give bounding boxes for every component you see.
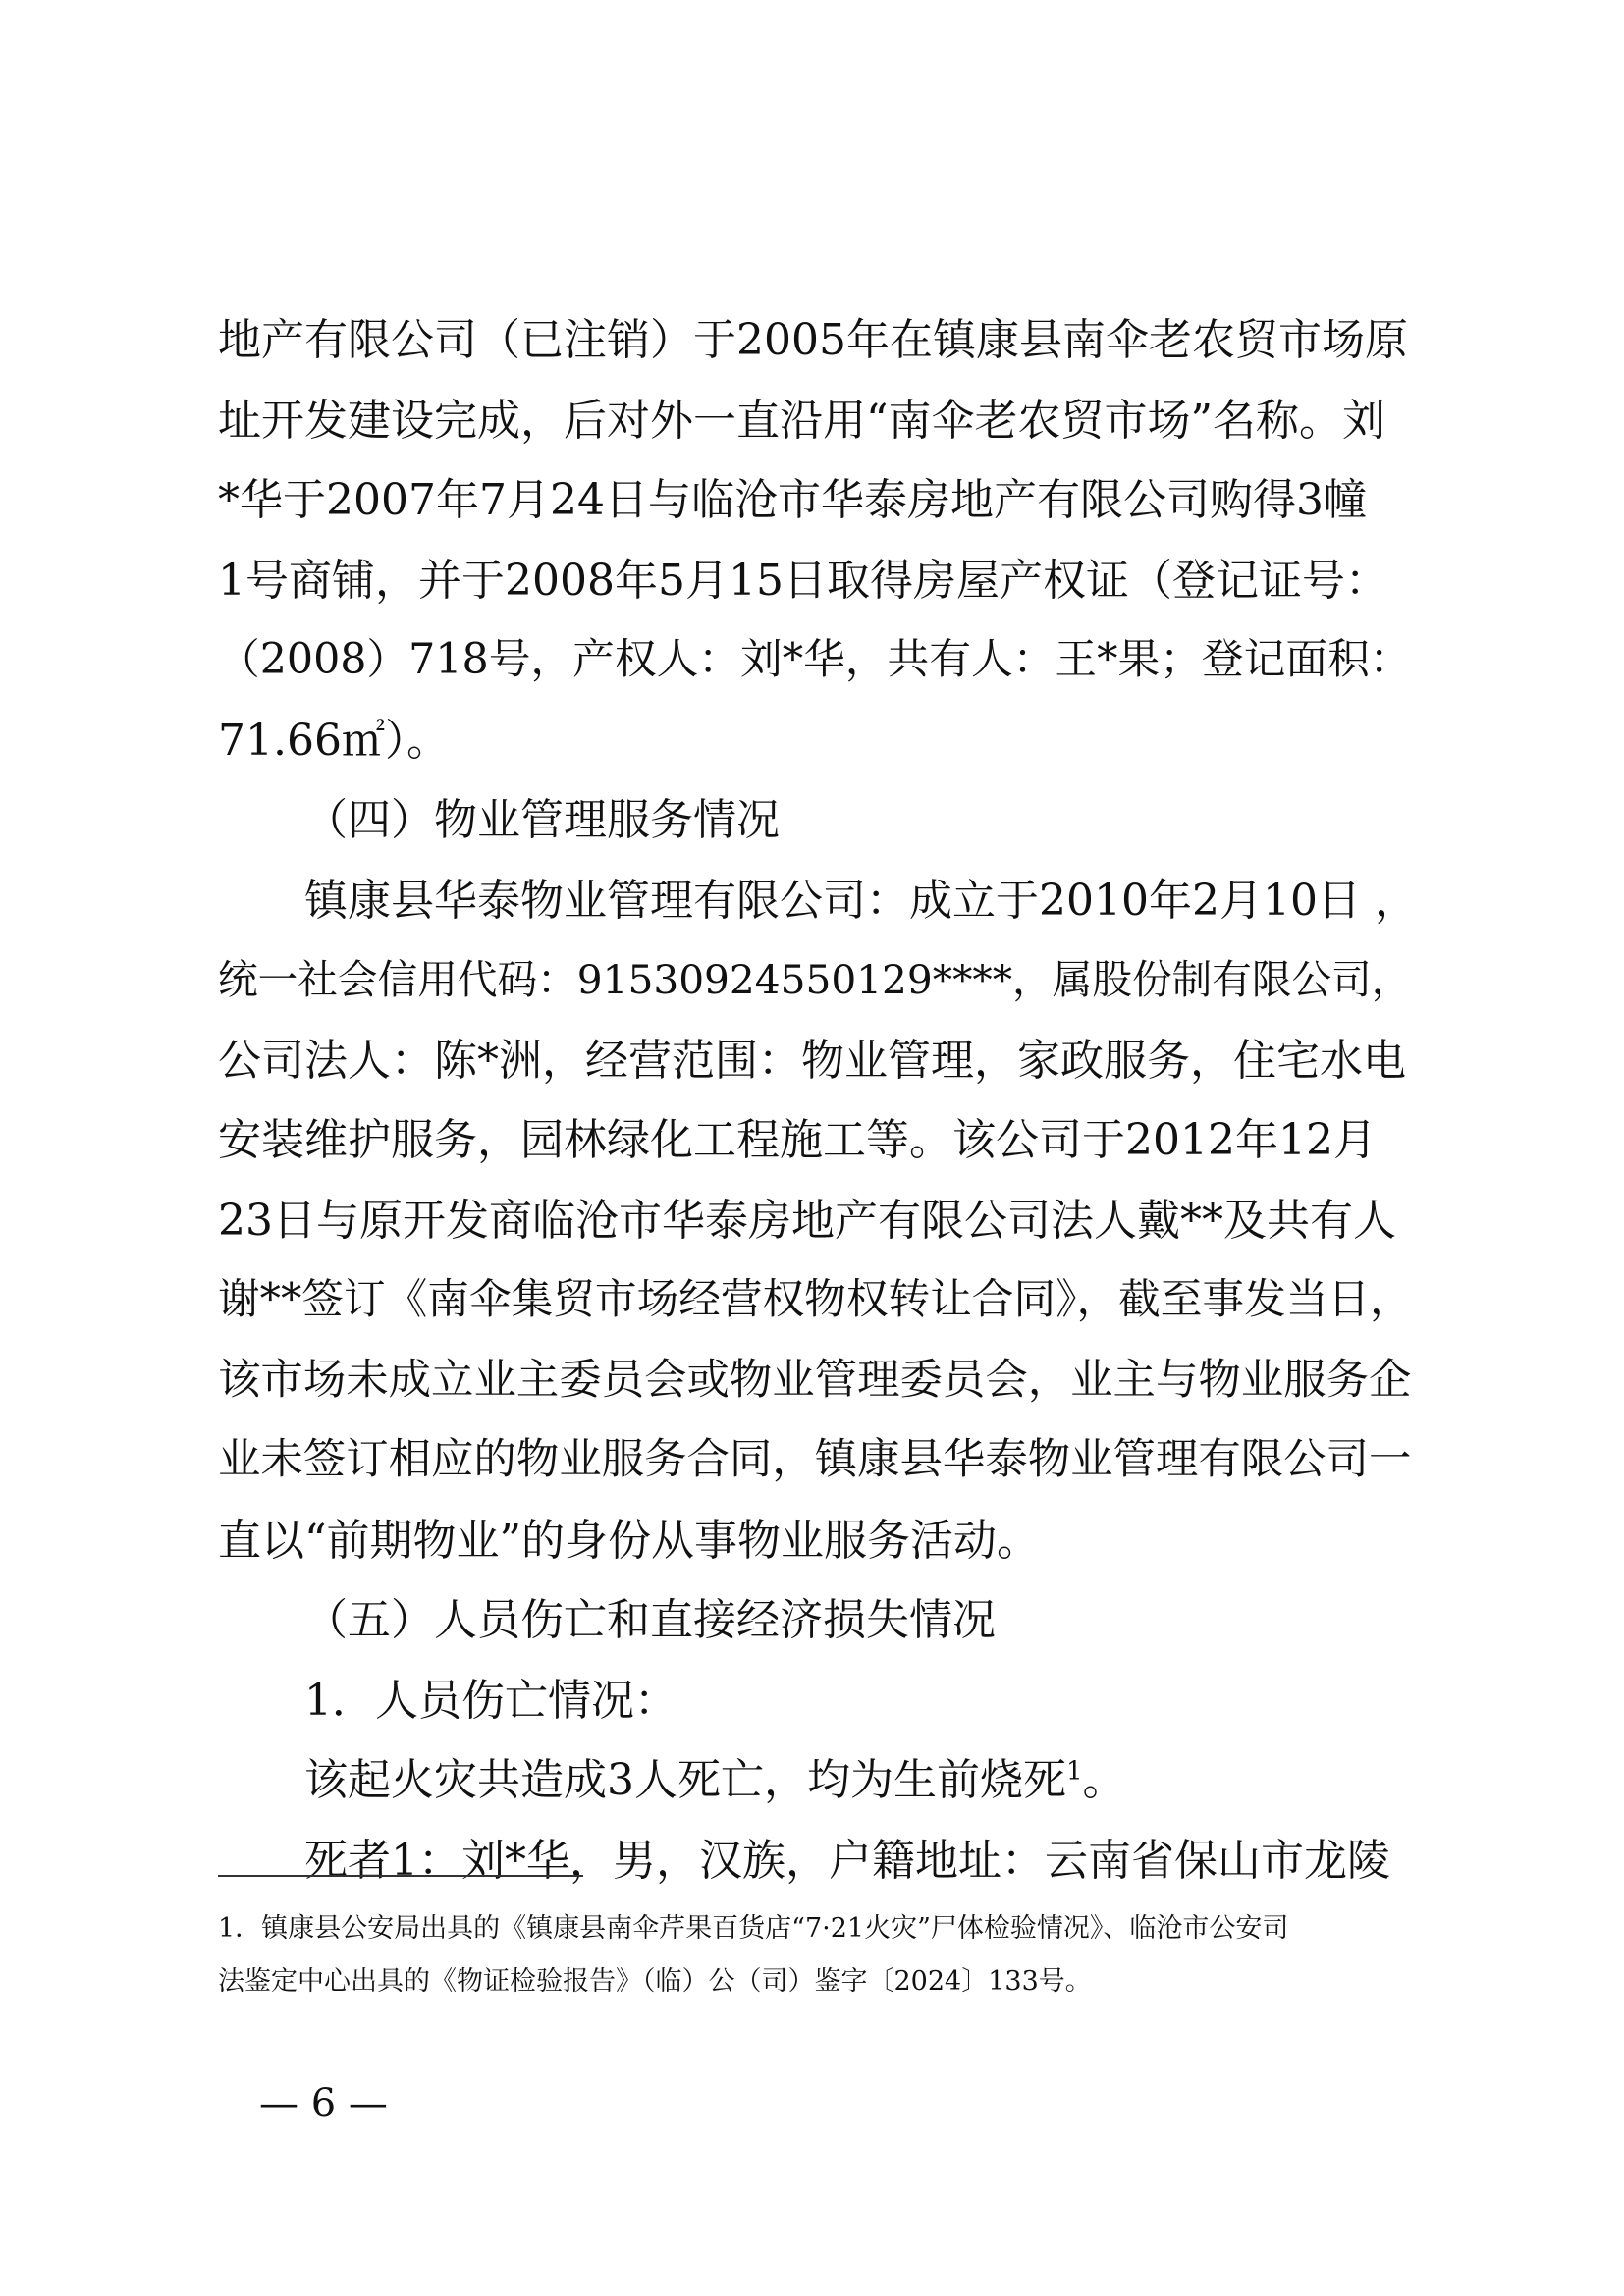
paragraph-line: 直以“前期物业”的身份从事物业服务活动。 xyxy=(218,1515,1040,1566)
section-heading-4: （四）物业管理服务情况 xyxy=(304,795,780,845)
sub-heading: 1．人员伤亡情况： xyxy=(304,1675,677,1726)
section-heading-5: （五）人员伤亡和直接经济损失情况 xyxy=(304,1595,996,1645)
paragraph-line: 71.66㎡）。 xyxy=(218,715,450,766)
footnote-line: 1．镇康县公安局出具的《镇康县南伞芹果百货店“7·21火灾”尸体检验情况》、临沧市公安司 xyxy=(218,1913,1289,1944)
paragraph-line: 地产有限公司（已注销）于2005年在镇康县南伞老农贸市场原 xyxy=(218,315,1408,365)
footnote-line: 法鉴定中心出具的《物证检验报告》（临）公（司）鉴字〔2024〕133号。 xyxy=(218,1966,1092,1997)
paragraph-line: 址开发建设完成，后对外一直沿用“南伞老农贸市场”名称。刘 xyxy=(218,395,1385,446)
casualty-line xyxy=(218,1740,1418,1821)
footnote-divider xyxy=(218,1875,583,1877)
page-number: — 6 — xyxy=(259,2081,388,2126)
paragraph-line: 23日与原开发商临沧市华泰房地产有限公司法人戴**及共有人 xyxy=(218,1195,1396,1246)
casualty-closing: 。 xyxy=(1082,1755,1126,1805)
paragraph-line: 镇康县华泰物业管理有限公司：成立于2010年2月10日 ， xyxy=(304,875,1418,926)
paragraph-line: 该市场未成立业主委员会或物业管理委员会，业主与物业服务企 xyxy=(218,1355,1412,1405)
body-text xyxy=(218,300,1418,1900)
paragraph-line: 公司法人：陈*洲，经营范围：物业管理，家政服务，住宅水电 xyxy=(218,1035,1406,1086)
paragraph-line: *华于2007年7月24日与临沧市华泰房地产有限公司购得3幢 xyxy=(218,475,1367,525)
paragraph-line: 谢**签订《南伞集贸市场经营权物权转让合同》，截至事发当日， xyxy=(218,1275,1412,1324)
paragraph-line: 统一社会信用代码：91530924550129****，属股份制有限公司， xyxy=(218,956,1412,1003)
paragraph-line: 安装维护服务，园林绿化工程施工等。该公司于2012年12月 xyxy=(218,1115,1377,1165)
casualty-text: 该起火灾共造成3人死亡，均为生前烧死 xyxy=(304,1755,1066,1805)
footnote-marker: 1 xyxy=(1066,1756,1083,1787)
footnote xyxy=(218,1902,1418,2008)
paragraph-line: （2008）718号，产权人：刘*华，共有人：王*果；登记面积： xyxy=(218,635,1412,684)
paragraph-line: 1号商铺，并于2008年5月15日取得房屋产权证（登记证号： xyxy=(218,555,1388,606)
paragraph-line: 业未签订相应的物业服务合同，镇康县华泰物业管理有限公司一 xyxy=(218,1435,1412,1484)
victim-line: 死者1：刘*华，男，汉族，户籍地址：云南省保山市龙陵 xyxy=(304,1835,1390,1886)
